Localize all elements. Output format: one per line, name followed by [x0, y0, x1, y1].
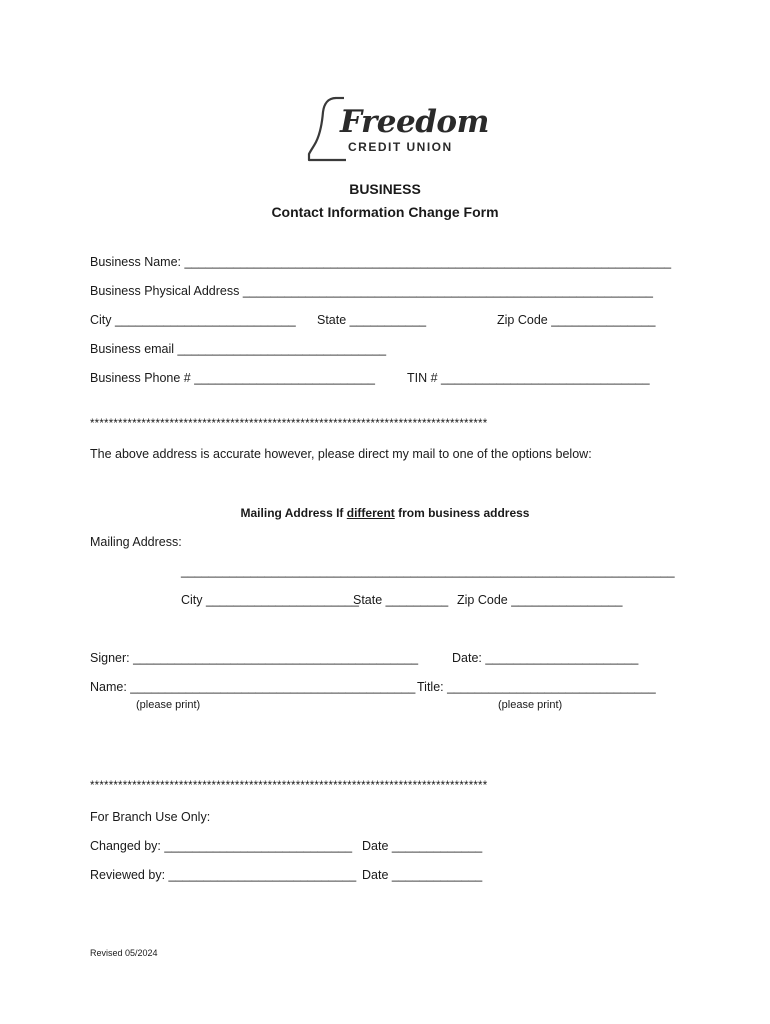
- logo-wordmark: Freedom: [340, 104, 489, 140]
- mailing-city-field[interactable]: City ______________________: [181, 593, 359, 607]
- reviewed-date-field[interactable]: Date _____________: [362, 868, 483, 882]
- title-hint: (please print): [498, 699, 563, 711]
- name-hint: (please print): [136, 699, 201, 711]
- notice-text: The above address is accurate however, please direct my mail to one of the options below:: [90, 447, 592, 461]
- reviewed-by-field[interactable]: Reviewed by: ___________________________: [90, 868, 357, 882]
- state-field[interactable]: State ___________: [317, 313, 427, 327]
- business-email-field[interactable]: Business email ______________________________: [90, 342, 387, 356]
- mailing-heading: Mailing Address If different from business address: [240, 506, 530, 520]
- logo-subtitle: CREDIT UNION: [348, 140, 453, 154]
- mailing-address-label: Mailing Address:: [90, 535, 182, 549]
- signer-field[interactable]: Signer: _________________________________________: [90, 651, 419, 665]
- city-field[interactable]: City __________________________: [90, 313, 296, 327]
- business-phone-field[interactable]: Business Phone # __________________________: [90, 371, 375, 385]
- zip-code-field[interactable]: Zip Code _______________: [497, 313, 656, 327]
- business-name-field[interactable]: Business Name: ______________________________________________________________________: [90, 255, 672, 269]
- branch-use-heading: For Branch Use Only:: [90, 810, 211, 824]
- tin-field[interactable]: TIN # ______________________________: [407, 371, 650, 385]
- separator-line: *************************************************************************************: [90, 780, 488, 792]
- separator-line: *************************************************************************************: [90, 418, 488, 430]
- signer-date-field[interactable]: Date: ______________________: [452, 651, 639, 665]
- form-title: Contact Information Change Form: [271, 204, 499, 220]
- mailing-address-line[interactable]: _______________________________________________________________________: [181, 564, 675, 578]
- name-field[interactable]: Name: _________________________________________: [90, 680, 416, 694]
- form-type-heading: BUSINESS: [349, 181, 421, 197]
- changed-date-field[interactable]: Date _____________: [362, 839, 483, 853]
- changed-by-field[interactable]: Changed by: ___________________________: [90, 839, 353, 853]
- freedom-credit-union-logo: [306, 94, 489, 166]
- title-field[interactable]: Title: ______________________________: [417, 680, 656, 694]
- business-address-field[interactable]: Business Physical Address ___________________________________________________________: [90, 284, 654, 298]
- mailing-state-field[interactable]: State _________: [353, 593, 449, 607]
- revision-note: Revised 05/2024: [90, 948, 158, 958]
- mailing-zip-field[interactable]: Zip Code ________________: [457, 593, 623, 607]
